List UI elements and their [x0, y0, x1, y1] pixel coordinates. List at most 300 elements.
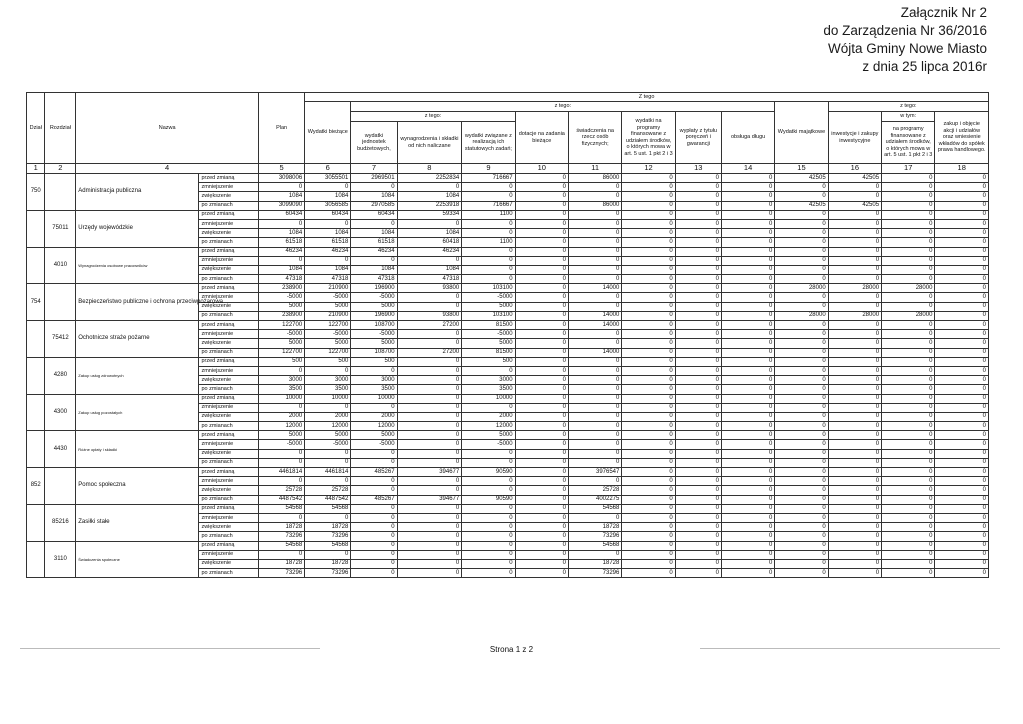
- amount-cell: 0: [568, 403, 621, 412]
- row-type-label: zwiększenie: [199, 412, 259, 421]
- amount-cell: 0: [828, 330, 881, 339]
- amount-cell: -5000: [258, 293, 304, 302]
- amount-cell: 0: [882, 431, 935, 440]
- row-type-label: po zmianach: [199, 385, 259, 394]
- amount-cell: 0: [775, 219, 828, 228]
- amount-cell: 0: [935, 376, 989, 385]
- amount-cell: 0: [622, 247, 675, 256]
- amount-cell: 0: [568, 513, 621, 522]
- col-dotacje: dotacje na zadania bieżące: [515, 112, 568, 164]
- amount-cell: 0: [828, 302, 881, 311]
- amount-cell: 0: [462, 477, 515, 486]
- amount-cell: 0: [462, 523, 515, 532]
- amount-cell: 0: [828, 357, 881, 366]
- amount-cell: 42505: [828, 201, 881, 210]
- amount-cell: 0: [775, 385, 828, 394]
- row-type-label: zwiększenie: [199, 559, 259, 568]
- amount-cell: 2000: [462, 412, 515, 421]
- amount-cell: 0: [622, 394, 675, 403]
- amount-cell: 0: [935, 183, 989, 192]
- amount-cell: 0: [515, 523, 568, 532]
- amount-cell: 12000: [462, 422, 515, 431]
- amount-cell: 0: [397, 431, 462, 440]
- amount-cell: -5000: [305, 293, 351, 302]
- dzial-code: [27, 357, 45, 394]
- amount-cell: 0: [568, 550, 621, 559]
- amount-cell: 0: [515, 569, 568, 578]
- row-type-label: po zmianach: [199, 311, 259, 320]
- row-type-label: zmniejszenie: [199, 293, 259, 302]
- amount-cell: 0: [935, 523, 989, 532]
- col-zakup-akcji: zakup i objęcie akcji i udziałów oraz wniesienie wkładów do spółek prawa handlowego.: [935, 112, 989, 164]
- amount-cell: 5000: [258, 302, 304, 311]
- amount-cell: 54568: [568, 541, 621, 550]
- amount-cell: -5000: [351, 440, 397, 449]
- amount-cell: 0: [351, 256, 397, 265]
- amount-cell: 61518: [258, 238, 304, 247]
- amount-cell: 0: [775, 376, 828, 385]
- amount-cell: 0: [935, 449, 989, 458]
- amount-cell: 0: [935, 394, 989, 403]
- rozdzial-code: 85216: [45, 504, 76, 541]
- budget-table-body: [27, 174, 989, 578]
- dzial-code: [27, 210, 45, 247]
- amount-cell: 0: [775, 247, 828, 256]
- table-row: [27, 468, 989, 477]
- amount-cell: 0: [882, 394, 935, 403]
- amount-cell: 0: [622, 256, 675, 265]
- row-type-label: zmniejszenie: [199, 183, 259, 192]
- amount-cell: 0: [935, 513, 989, 522]
- col-wynagrodzenia: wynagrodzenia i składki od nich naliczane: [397, 122, 462, 164]
- amount-cell: 0: [935, 256, 989, 265]
- amount-cell: 0: [515, 422, 568, 431]
- amount-cell: 122700: [305, 348, 351, 357]
- amount-cell: 0: [675, 422, 721, 431]
- amount-cell: 0: [721, 284, 774, 293]
- amount-cell: -5000: [258, 330, 304, 339]
- table-row: [27, 174, 989, 183]
- amount-cell: 0: [721, 247, 774, 256]
- amount-cell: 0: [397, 366, 462, 375]
- amount-cell: 0: [258, 256, 304, 265]
- amount-cell: 0: [622, 275, 675, 284]
- item-name: Zakup usług zdrowotnych: [76, 357, 199, 394]
- col-number: 14: [721, 164, 774, 174]
- amount-cell: 0: [515, 311, 568, 320]
- amount-cell: 0: [568, 293, 621, 302]
- amount-cell: 0: [935, 532, 989, 541]
- amount-cell: 0: [622, 541, 675, 550]
- amount-cell: 0: [462, 458, 515, 467]
- amount-cell: 0: [351, 449, 397, 458]
- amount-cell: 0: [721, 293, 774, 302]
- amount-cell: 0: [397, 330, 462, 339]
- rozdzial-code: [45, 174, 76, 211]
- amount-cell: 0: [775, 302, 828, 311]
- amount-cell: 0: [935, 366, 989, 375]
- amount-cell: 0: [675, 229, 721, 238]
- amount-cell: 500: [258, 357, 304, 366]
- ordinance-number: do Zarządzenia Nr 36/2016: [823, 23, 987, 38]
- amount-cell: 500: [351, 357, 397, 366]
- amount-cell: 0: [462, 550, 515, 559]
- amount-cell: 0: [882, 440, 935, 449]
- amount-cell: 0: [397, 339, 462, 348]
- amount-cell: 0: [351, 183, 397, 192]
- amount-cell: 0: [935, 210, 989, 219]
- amount-cell: 0: [675, 275, 721, 284]
- amount-cell: 0: [675, 458, 721, 467]
- amount-cell: 0: [775, 486, 828, 495]
- amount-cell: 500: [462, 357, 515, 366]
- amount-cell: 0: [882, 183, 935, 192]
- amount-cell: 0: [568, 256, 621, 265]
- amount-cell: 0: [397, 302, 462, 311]
- amount-cell: 0: [775, 357, 828, 366]
- amount-cell: 0: [675, 311, 721, 320]
- amount-cell: 61518: [351, 238, 397, 247]
- row-type-label: zmniejszenie: [199, 477, 259, 486]
- amount-cell: 86000: [568, 174, 621, 183]
- amount-cell: 1084: [305, 265, 351, 274]
- amount-cell: 0: [935, 403, 989, 412]
- col-number: 13: [675, 164, 721, 174]
- amount-cell: 0: [515, 174, 568, 183]
- amount-cell: 0: [721, 440, 774, 449]
- amount-cell: 0: [568, 458, 621, 467]
- amount-cell: 0: [462, 219, 515, 228]
- amount-cell: 0: [935, 422, 989, 431]
- amount-cell: 0: [828, 366, 881, 375]
- row-type-label: po zmianach: [199, 422, 259, 431]
- amount-cell: 0: [515, 541, 568, 550]
- row-type-label: przed zmianą: [199, 174, 259, 183]
- amount-cell: 0: [675, 431, 721, 440]
- amount-cell: 0: [515, 495, 568, 504]
- amount-cell: 0: [675, 293, 721, 302]
- amount-cell: 5000: [462, 339, 515, 348]
- amount-cell: 210900: [305, 311, 351, 320]
- dzial-code: [27, 431, 45, 468]
- amount-cell: 0: [935, 174, 989, 183]
- amount-cell: 5000: [258, 431, 304, 440]
- amount-cell: 0: [568, 449, 621, 458]
- amount-cell: 238900: [258, 311, 304, 320]
- col-number: 5: [258, 164, 304, 174]
- amount-cell: 0: [351, 403, 397, 412]
- amount-cell: 0: [515, 412, 568, 421]
- attachment-number: Załącznik Nr 2: [900, 5, 987, 20]
- amount-cell: 0: [775, 321, 828, 330]
- amount-cell: 103100: [462, 311, 515, 320]
- dzial-code: [27, 504, 45, 541]
- row-type-label: zwiększenie: [199, 192, 259, 201]
- amount-cell: 0: [721, 192, 774, 201]
- amount-cell: 0: [305, 403, 351, 412]
- amount-cell: 0: [828, 256, 881, 265]
- amount-cell: 0: [397, 477, 462, 486]
- amount-cell: 0: [828, 403, 881, 412]
- amount-cell: 0: [568, 422, 621, 431]
- amount-cell: 0: [462, 532, 515, 541]
- amount-cell: 0: [675, 330, 721, 339]
- amount-cell: 28000: [775, 284, 828, 293]
- amount-cell: 0: [775, 265, 828, 274]
- amount-cell: 0: [828, 412, 881, 421]
- amount-cell: 0: [515, 339, 568, 348]
- amount-cell: 1084: [397, 265, 462, 274]
- amount-cell: 0: [568, 247, 621, 256]
- amount-cell: 0: [397, 486, 462, 495]
- amount-cell: 0: [828, 422, 881, 431]
- amount-cell: 0: [675, 486, 721, 495]
- amount-cell: 28000: [882, 311, 935, 320]
- amount-cell: 0: [622, 385, 675, 394]
- amount-cell: 5000: [462, 302, 515, 311]
- table-row: [27, 431, 989, 440]
- amount-cell: 54568: [258, 504, 304, 513]
- amount-cell: 0: [258, 366, 304, 375]
- amount-cell: 0: [568, 431, 621, 440]
- table-row: [27, 247, 989, 256]
- amount-cell: 0: [622, 210, 675, 219]
- amount-cell: 0: [935, 559, 989, 568]
- amount-cell: 0: [397, 394, 462, 403]
- amount-cell: 27200: [397, 348, 462, 357]
- amount-cell: 0: [828, 210, 881, 219]
- amount-cell: 12000: [305, 422, 351, 431]
- amount-cell: 1084: [305, 229, 351, 238]
- amount-cell: 81500: [462, 348, 515, 357]
- amount-cell: 0: [828, 348, 881, 357]
- amount-cell: 0: [675, 532, 721, 541]
- amount-cell: 0: [882, 541, 935, 550]
- amount-cell: 0: [622, 192, 675, 201]
- item-name: Bezpieczeństwo publiczne i ochrona przeciwpożarowa: [76, 284, 199, 321]
- amount-cell: 1084: [351, 265, 397, 274]
- col-number: 11: [568, 164, 621, 174]
- amount-cell: 0: [675, 256, 721, 265]
- amount-cell: 0: [397, 541, 462, 550]
- amount-cell: 0: [882, 559, 935, 568]
- amount-cell: 0: [882, 219, 935, 228]
- amount-cell: 1084: [305, 192, 351, 201]
- amount-cell: 0: [828, 458, 881, 467]
- amount-cell: 0: [721, 458, 774, 467]
- dzial-code: [27, 247, 45, 284]
- amount-cell: 0: [775, 440, 828, 449]
- amount-cell: 0: [721, 174, 774, 183]
- amount-cell: 0: [258, 458, 304, 467]
- amount-cell: 0: [568, 302, 621, 311]
- amount-cell: 60418: [397, 238, 462, 247]
- amount-cell: 4487542: [258, 495, 304, 504]
- amount-cell: 0: [935, 339, 989, 348]
- amount-cell: 0: [775, 559, 828, 568]
- amount-cell: 0: [882, 412, 935, 421]
- amount-cell: 0: [397, 256, 462, 265]
- row-type-label: przed zmianą: [199, 504, 259, 513]
- amount-cell: 0: [675, 302, 721, 311]
- dzial-code: 750: [27, 174, 45, 211]
- amount-cell: 5000: [462, 431, 515, 440]
- amount-cell: 108700: [351, 348, 397, 357]
- amount-cell: 0: [351, 486, 397, 495]
- amount-cell: 0: [675, 183, 721, 192]
- amount-cell: 0: [775, 550, 828, 559]
- document-header: [823, 4, 987, 76]
- amount-cell: 18728: [305, 523, 351, 532]
- amount-cell: 0: [305, 513, 351, 522]
- amount-cell: 0: [828, 523, 881, 532]
- amount-cell: 0: [721, 321, 774, 330]
- amount-cell: 0: [397, 357, 462, 366]
- col-na-programy: na programy finansowane z udziałem środków, o których mowa w art. 5 ust. 1 pkt 2 i 3: [882, 122, 935, 164]
- amount-cell: 0: [622, 302, 675, 311]
- amount-cell: 0: [882, 302, 935, 311]
- amount-cell: 0: [622, 468, 675, 477]
- amount-cell: 0: [568, 183, 621, 192]
- amount-cell: 3000: [462, 376, 515, 385]
- amount-cell: 0: [775, 366, 828, 375]
- item-name: Wynagrodzenia osobowe pracowników: [76, 247, 199, 284]
- amount-cell: 1084: [258, 192, 304, 201]
- amount-cell: 61518: [305, 238, 351, 247]
- amount-cell: 0: [775, 256, 828, 265]
- amount-cell: 108700: [351, 321, 397, 330]
- col-plan: Plan: [258, 93, 304, 164]
- row-type-label: po zmianach: [199, 201, 259, 210]
- row-type-label: zmniejszenie: [199, 513, 259, 522]
- amount-cell: 0: [675, 504, 721, 513]
- amount-cell: 1084: [397, 229, 462, 238]
- amount-cell: 0: [351, 513, 397, 522]
- amount-cell: 0: [675, 541, 721, 550]
- amount-cell: 0: [675, 495, 721, 504]
- amount-cell: 54568: [305, 541, 351, 550]
- amount-cell: 0: [397, 569, 462, 578]
- amount-cell: 2969501: [351, 174, 397, 183]
- amount-cell: 14000: [568, 311, 621, 320]
- amount-cell: 0: [721, 183, 774, 192]
- amount-cell: 5000: [351, 431, 397, 440]
- table-row: [27, 541, 989, 550]
- amount-cell: 0: [515, 265, 568, 274]
- amount-cell: 5000: [351, 339, 397, 348]
- amount-cell: 0: [351, 541, 397, 550]
- amount-cell: 0: [775, 403, 828, 412]
- amount-cell: 394677: [397, 495, 462, 504]
- row-type-label: zwiększenie: [199, 449, 259, 458]
- amount-cell: 0: [675, 559, 721, 568]
- col-wydatki-zwiazane: wydatki związane z realizacją ich statutowych zadań;: [462, 122, 515, 164]
- amount-cell: 14000: [568, 284, 621, 293]
- amount-cell: 0: [622, 569, 675, 578]
- dzial-code: [27, 541, 45, 578]
- amount-cell: 0: [515, 449, 568, 458]
- amount-cell: 10000: [305, 394, 351, 403]
- amount-cell: 0: [882, 477, 935, 486]
- amount-cell: 0: [622, 183, 675, 192]
- amount-cell: 14000: [568, 348, 621, 357]
- amount-cell: 0: [721, 449, 774, 458]
- item-name: Świadczenia społeczne: [76, 541, 199, 578]
- table-row: [27, 357, 989, 366]
- amount-cell: 0: [675, 192, 721, 201]
- amount-cell: 0: [351, 523, 397, 532]
- amount-cell: 3056585: [305, 201, 351, 210]
- row-type-label: zwiększenie: [199, 265, 259, 274]
- amount-cell: 0: [935, 192, 989, 201]
- item-name: Zasiłki stałe: [76, 504, 199, 541]
- amount-cell: 0: [935, 504, 989, 513]
- amount-cell: 0: [828, 513, 881, 522]
- row-type-label: zwiększenie: [199, 339, 259, 348]
- amount-cell: 0: [828, 247, 881, 256]
- amount-cell: 0: [721, 504, 774, 513]
- amount-cell: 18728: [568, 523, 621, 532]
- amount-cell: 46234: [397, 247, 462, 256]
- amount-cell: 196900: [351, 284, 397, 293]
- amount-cell: 0: [935, 440, 989, 449]
- amount-cell: 0: [828, 440, 881, 449]
- amount-cell: 3098006: [258, 174, 304, 183]
- amount-cell: 0: [882, 569, 935, 578]
- amount-cell: 1100: [462, 210, 515, 219]
- amount-cell: 0: [622, 532, 675, 541]
- amount-cell: 0: [675, 284, 721, 293]
- row-type-label: zwiększenie: [199, 376, 259, 385]
- amount-cell: 18728: [568, 559, 621, 568]
- amount-cell: 2000: [305, 412, 351, 421]
- amount-cell: 0: [775, 412, 828, 421]
- amount-cell: 0: [882, 238, 935, 247]
- amount-cell: 1100: [462, 238, 515, 247]
- amount-cell: 0: [462, 247, 515, 256]
- row-type-label: zmniejszenie: [199, 440, 259, 449]
- amount-cell: 122700: [305, 321, 351, 330]
- amount-cell: 0: [515, 458, 568, 467]
- amount-cell: 0: [462, 504, 515, 513]
- amount-cell: 0: [721, 376, 774, 385]
- amount-cell: 0: [721, 412, 774, 421]
- amount-cell: 0: [675, 440, 721, 449]
- amount-cell: 0: [622, 486, 675, 495]
- amount-cell: 0: [935, 321, 989, 330]
- amount-cell: 0: [882, 385, 935, 394]
- col-wydatki-majatkowe: Wydatki majątkowe: [775, 102, 828, 164]
- amount-cell: 0: [515, 210, 568, 219]
- amount-cell: 0: [882, 293, 935, 302]
- amount-cell: 0: [622, 201, 675, 210]
- amount-cell: 0: [882, 403, 935, 412]
- amount-cell: 0: [935, 247, 989, 256]
- amount-cell: 0: [568, 366, 621, 375]
- amount-cell: 0: [882, 513, 935, 522]
- amount-cell: 0: [675, 247, 721, 256]
- amount-cell: 0: [935, 486, 989, 495]
- amount-cell: 0: [828, 265, 881, 274]
- amount-cell: 0: [721, 569, 774, 578]
- amount-cell: 0: [397, 219, 462, 228]
- amount-cell: 0: [775, 275, 828, 284]
- amount-cell: 122700: [258, 321, 304, 330]
- row-type-label: zwiększenie: [199, 302, 259, 311]
- amount-cell: 0: [935, 229, 989, 238]
- amount-cell: 0: [515, 192, 568, 201]
- amount-cell: 0: [721, 495, 774, 504]
